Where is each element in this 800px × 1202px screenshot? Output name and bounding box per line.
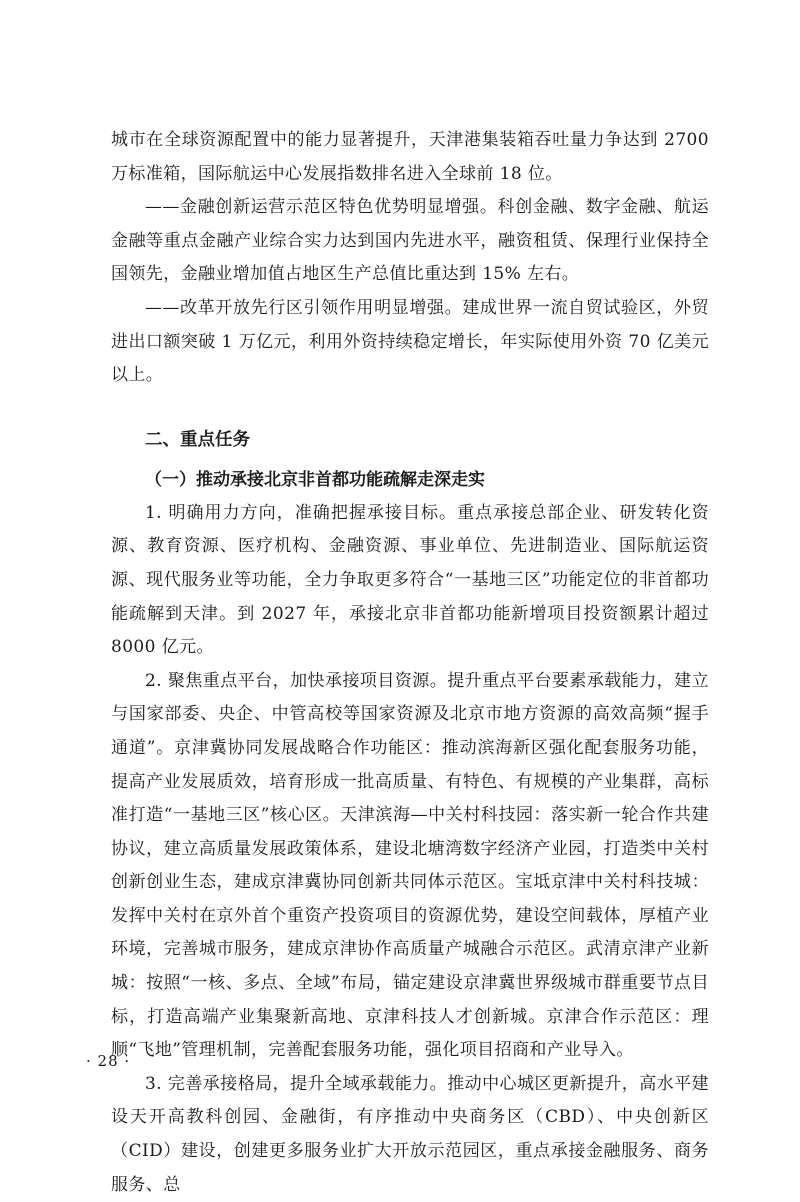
page-number: · 28 · [86, 1052, 131, 1070]
paragraph-continuation: 城市在全球资源配置中的能力显著提升，天津港集装箱吞吐量力争达到 2700 万标准箱，国际航运中心发展指数排名进入全球前 18 位。 [111, 130, 709, 184]
paragraph-finance: ——金融创新运营示范区特色优势明显增强。科创金融、数字金融、航运金融等重点金融产业综合实力达到国内先进水平，融资租赁、保理行业保持全国领先，金融业增加值占地区生产总值比重达到 15% 左右。 [111, 197, 709, 285]
paragraph-reform: ——改革开放先行区引领作用明显增强。建成世界一流自贸试验区，外贸进出口额突破 1 万亿元，利用外资持续稳定增长，年实际使用外资 70 亿美元以上。 [111, 297, 709, 386]
paragraph-item-3: 3. 完善承接格局，提升全域承载能力。推动中心城区更新提升，高水平建设天开高教科创园、金融街，有序推动中央商务区（CBD）、中央创新区（CID）建设，创建更多服务业扩大开放示范园区，重点承接金融服务、商务服务、总 [111, 1073, 709, 1195]
subsection-heading: （一）推动承接北京非首都功能疏解走深走实 [145, 469, 485, 490]
paragraph-item-1: 1. 明确用力方向，准确把握承接目标。重点承接总部企业、研发转化资源、教育资源、医疗机构、金融资源、事业单位、先进制造业、国际航运资源、现代服务业等功能，全力争取更多符合“一基地三区”功能定位的非首都功能疏解到天津。到 2027 年，承接北京非首都功能新增项目投资额累计超过 8000 亿元。 [111, 502, 709, 658]
document-body [111, 124, 709, 1202]
paragraph-item-2: 2. 聚焦重点平台，加快承接项目资源。提升重点平台要素承载能力，建立与国家部委、央企、中管高校等国家资源及北京市地方资源的高效高频“握手通道”。京津冀协同发展战略合作功能区：推动滨海新区强化配套服务功能，提高产业发展质效，培育形成一批高质量、有特色、有规模的产业集群，高标准打造“一基地三区”核心区。天津滨海—中关村科技园：落实新一轮合作共建协议，建立高质量发展政策体系，建设北塘湾数字经济产业园，打造类中关村创新创业生态，建成京津冀协同创新共同体示范区。宝坻京津中关村科技城：发挥中关村在京外首个重资产投资项目的资源优势，建设空间载体，厚植产业环境，完善城市服务，建成京津协作高质量产城融合示范区。武清京津产业新城：按照“一核、多点、全域”布局，锚定建设京津冀世界级城市群重要节点目标，打造高端产业集聚新高地、京津科技人才创新城。京津合作示范区：理顺“飞地”管理机制，完善配套服务功能，强化项目招商和产业导入。 [111, 670, 709, 1061]
section-heading: 二、重点任务 [145, 429, 250, 450]
